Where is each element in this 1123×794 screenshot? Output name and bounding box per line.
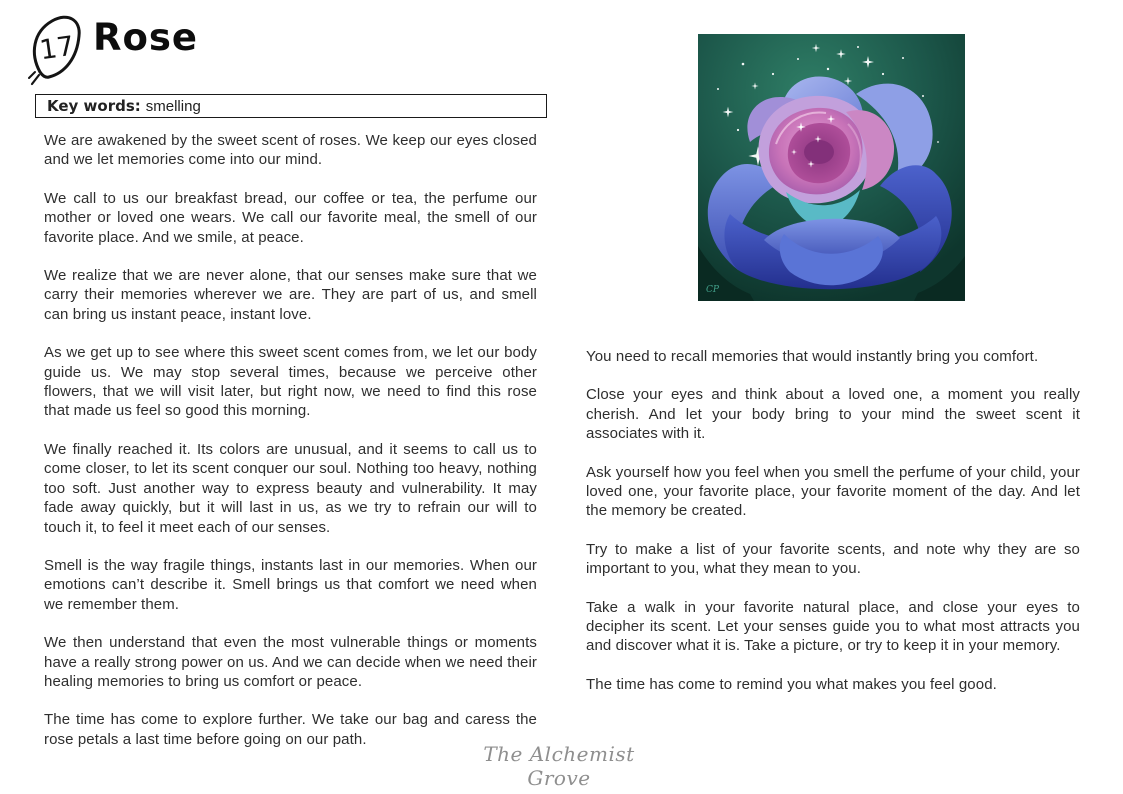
body-paragraph: Close your eyes and think about a loved one, a moment you really cherish. And let your body bring to your mind the sweet scent it associates with it. (586, 386, 1080, 443)
keywords-value: smelling (145, 97, 201, 115)
page-title: Rose (93, 16, 199, 59)
right-column (586, 347, 1080, 713)
body-paragraph: We then understand that even the most vulnerable things or moments have a really strong power on us. And we can decide when we need their healing memories to bring us comfort or peace. (44, 634, 537, 690)
body-paragraph: You need to recall memories that would instantly bring you comfort. (586, 348, 1039, 365)
artist-signature: CP (706, 285, 719, 295)
body-paragraph: Take a walk in your favorite natural place, and close your eyes to decipher its scent. Let your senses guide you to what most attracts you and discover what it is. Take a picture, or try to keep it in your memory. (586, 598, 1080, 655)
body-paragraph: We realize that we are never alone, that our senses make sure that we carry their memories wherever we are. They are part of us, and smell can bring us instant peace, instant love. (44, 267, 537, 323)
rose-image (698, 34, 965, 301)
body-paragraph: As we get up to see where this sweet scent comes from, we let our body guide us. We may stop several times, because we perceive other flowers, that we will visit later, but right now, we need to find this rose that made us feel so good this morning. (44, 344, 537, 420)
leaf-number-icon (27, 12, 89, 90)
card-number: 17 (37, 30, 77, 67)
leaf-icon (27, 12, 89, 90)
body-paragraph: Ask yourself how you feel when you smell the perfume of your child, your loved one, your favorite place, your favorite moment of the day. And let the memory be created. (586, 463, 1080, 520)
body-paragraph: Smell is the way fragile things, instants last in our memories. When our emotions can’t describe it. Smell brings us that comfort we need when we remember them. (44, 556, 537, 613)
keywords-label: Key words: (47, 97, 141, 115)
body-paragraph: We are awakened by the sweet scent of roses. We keep our eyes closed and we let memories come into our mind. (44, 132, 537, 169)
body-paragraph: We finally reached it. Its colors are unusual, and it seems to call us to come closer, to let its scent conquer our soul. Nothing too heavy, nothing too soft. Just another way to express beauty and vulnerability. It may fade away quickly, but it will last in us, as we try to refrain our will to touch it, to feel it meet each of our senses. (44, 440, 537, 536)
body-paragraph: Try to make a list of your favorite scents, and note why they are so important to you, what they mean to you. (586, 540, 1080, 578)
body-paragraph: The time has come to remind you what makes you feel good. (586, 675, 997, 693)
brand-logo: The Alchemist Grove (483, 742, 635, 790)
keywords-box (35, 94, 547, 118)
body-paragraph: We call to us our breakfast bread, our coffee or tea, the perfume our mother or loved one wears. We call our favorite meal, the smell of our favorite place. And we smile, at peace. (44, 189, 537, 246)
left-column (44, 131, 537, 768)
body-paragraph: The time has come to explore further. We take our bag and caress the rose petals a last time before going on our path. (44, 711, 537, 748)
